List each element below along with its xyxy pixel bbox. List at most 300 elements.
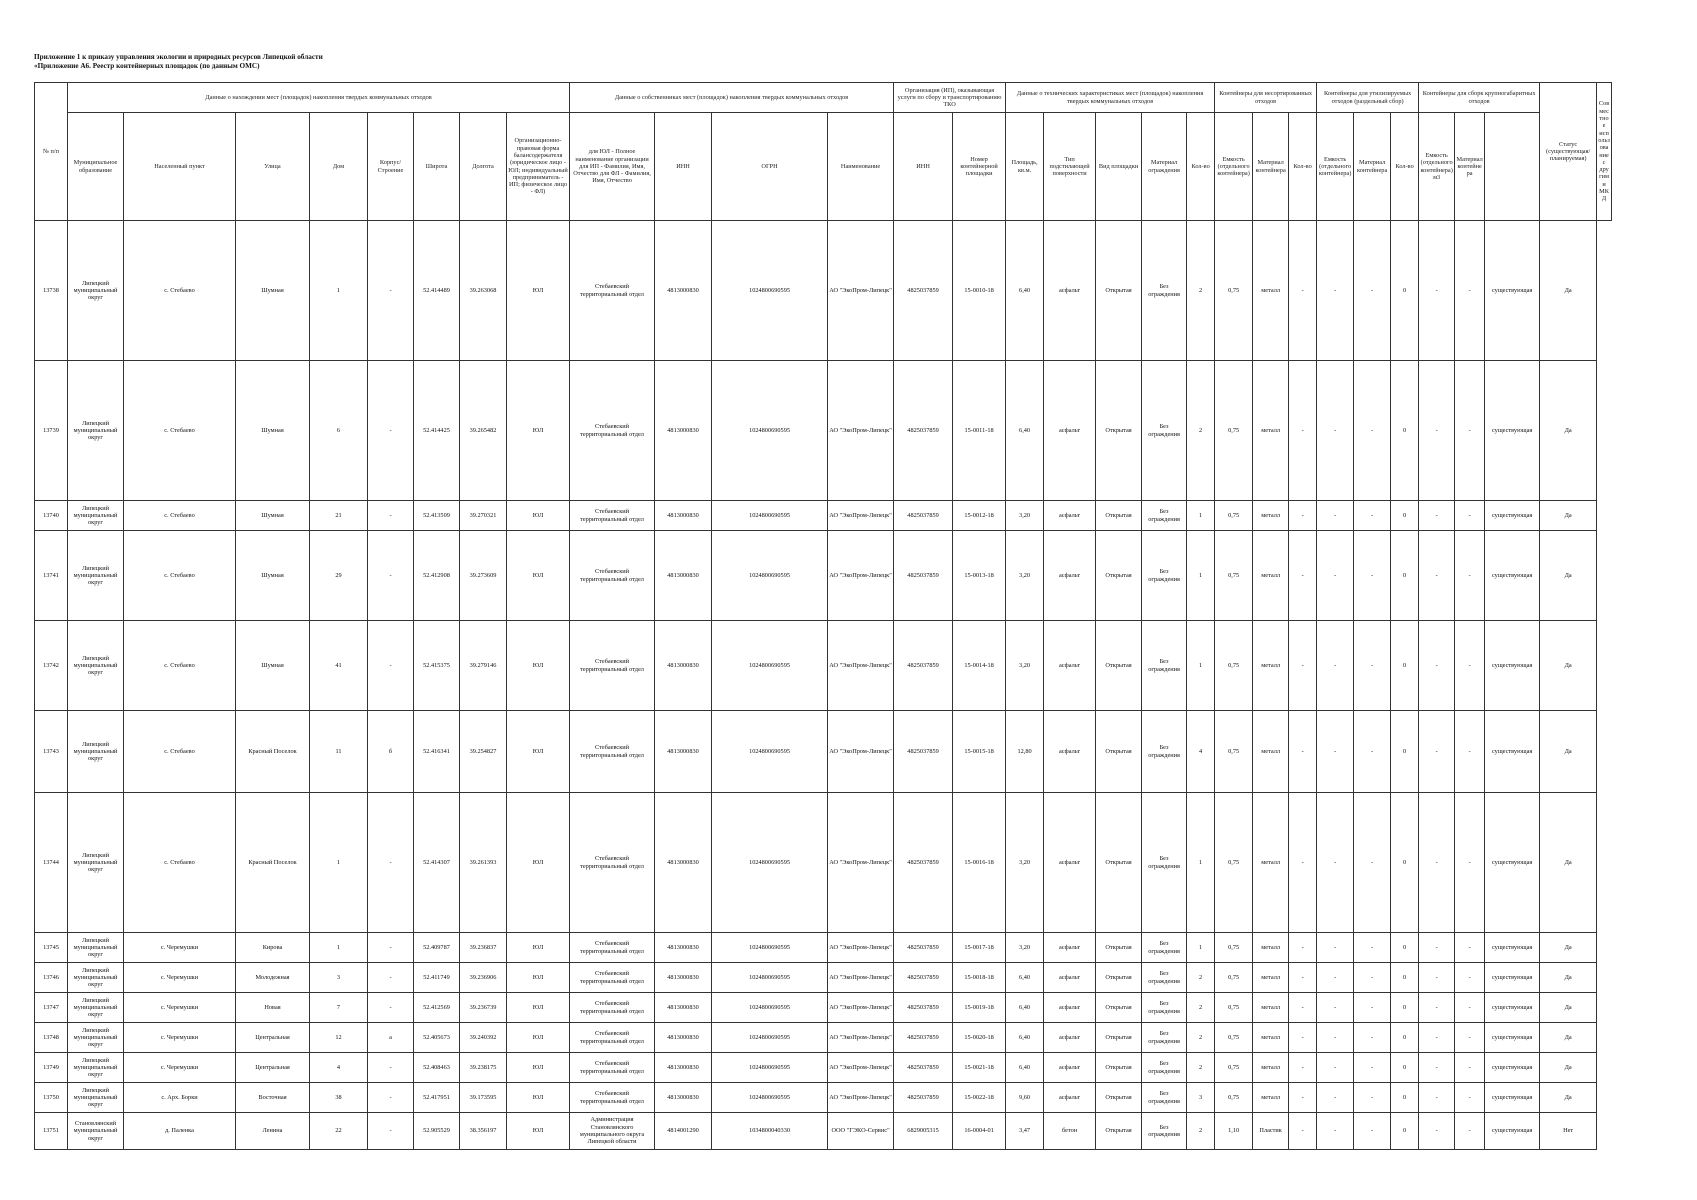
- table-row: [35, 531, 1612, 621]
- table-row: [35, 993, 1612, 1023]
- table-cell: с. Стебаево: [124, 621, 236, 711]
- header-columns-row: [35, 113, 1612, 221]
- table-cell: с. Стебаево: [124, 793, 236, 933]
- col-header-latitude: Широта: [414, 113, 460, 221]
- table-cell: 3,20: [1006, 793, 1044, 933]
- table-cell: с. Стебаево: [124, 501, 236, 531]
- table-cell: -: [1354, 1113, 1391, 1150]
- table-cell: -: [1455, 793, 1485, 933]
- group-header-recyclable: Контейнеры для утилизируемых отходов (раздельный сбор): [1317, 83, 1419, 113]
- table-cell: 6,40: [1006, 361, 1044, 501]
- table-cell: -: [1317, 1083, 1354, 1113]
- col-header-recyclable-count: Кол-во: [1289, 113, 1317, 221]
- table-cell: 4825037859: [894, 1083, 953, 1113]
- table-row: [35, 1113, 1612, 1150]
- table-cell: -: [1289, 221, 1317, 361]
- table-cell: 1: [310, 933, 368, 963]
- table-cell: Шумная: [236, 221, 310, 361]
- table-cell: 0,75: [1215, 1053, 1253, 1083]
- table-cell: -: [1419, 361, 1455, 501]
- table-cell: 0: [1391, 1053, 1419, 1083]
- table-cell: 6,40: [1006, 1023, 1044, 1053]
- table-cell: с. Черемушки: [124, 1053, 236, 1083]
- table-cell: 2: [1187, 993, 1215, 1023]
- table-cell: асфальт: [1044, 793, 1096, 933]
- table-cell: -: [1317, 933, 1354, 963]
- table-cell: существующая: [1485, 933, 1540, 963]
- table-cell: 39.279146: [460, 621, 507, 711]
- table-cell: Липецкий муниципальный округ: [68, 933, 124, 963]
- table-cell: 1024800690595: [712, 933, 828, 963]
- heading-line-2: «Приложение А6. Реестр контейнерных площадок (по данным ОМС): [34, 62, 260, 70]
- table-cell: 4825037859: [894, 793, 953, 933]
- table-cell: Администрация Становлянского муниципального округа Липецкой области: [570, 1113, 655, 1150]
- table-cell: -: [1455, 1053, 1485, 1083]
- table-cell: Открытая: [1096, 531, 1142, 621]
- table-cell: -: [1317, 993, 1354, 1023]
- table-row: [35, 621, 1612, 711]
- table-cell: 0: [1391, 501, 1419, 531]
- table-cell: существующая: [1485, 963, 1540, 993]
- table-header: [35, 83, 1612, 221]
- table-cell: Да: [1540, 933, 1597, 963]
- table-cell: Без ограждения: [1142, 1023, 1187, 1053]
- table-row: [35, 793, 1612, 933]
- table-cell: -: [368, 531, 414, 621]
- table-cell: -: [1455, 933, 1485, 963]
- table-cell: Без ограждения: [1142, 501, 1187, 531]
- table-cell: 11: [310, 711, 368, 793]
- table-cell: существующая: [1485, 711, 1540, 793]
- table-cell: 39.261393: [460, 793, 507, 933]
- table-cell: Да: [1540, 1053, 1597, 1083]
- table-cell: 0: [1391, 793, 1419, 933]
- table-cell: с. Черемушки: [124, 993, 236, 1023]
- table-cell: 15-0018-18: [953, 963, 1006, 993]
- table-cell: Без ограждения: [1142, 621, 1187, 711]
- table-cell: Липецкий муниципальный округ: [68, 1083, 124, 1113]
- table-cell: АО "ЭкоПром-Липецк": [828, 501, 894, 531]
- table-cell: -: [1354, 531, 1391, 621]
- table-cell: АО "ЭкоПром-Липецк": [828, 993, 894, 1023]
- table-cell: -: [368, 221, 414, 361]
- col-header-street: Улица: [236, 113, 310, 221]
- table-cell: Восточная: [236, 1083, 310, 1113]
- table-cell: Красный Поселок: [236, 711, 310, 793]
- table-cell: 38: [310, 1083, 368, 1113]
- table-cell: Шумная: [236, 531, 310, 621]
- table-cell: 4825037859: [894, 621, 953, 711]
- table-cell: Без ограждения: [1142, 221, 1187, 361]
- table-cell: 39.254827: [460, 711, 507, 793]
- table-row: [35, 1053, 1612, 1083]
- table-cell: 3: [310, 963, 368, 993]
- group-header-operator: Организация (ИП), оказывающая услуги по сбору и транспортированию ТКО: [894, 83, 1006, 113]
- table-cell: Стебаевский территориальный отдел: [570, 933, 655, 963]
- table-cell: 15-0015-18: [953, 711, 1006, 793]
- table-cell: существующая: [1485, 501, 1540, 531]
- table-cell: 0: [1391, 993, 1419, 1023]
- table-cell: 52.405673: [414, 1023, 460, 1053]
- table-cell: 13738: [35, 221, 68, 361]
- table-cell: Центральная: [236, 1053, 310, 1083]
- table-cell: 0: [1391, 621, 1419, 711]
- table-cell: -: [1354, 501, 1391, 531]
- table-cell: существующая: [1485, 793, 1540, 933]
- table-cell: -: [1317, 361, 1354, 501]
- table-cell: ЮЛ: [507, 933, 570, 963]
- table-cell: -: [1455, 963, 1485, 993]
- table-cell: 4813000830: [655, 963, 712, 993]
- col-header-building: Корпус/Строение: [368, 113, 414, 221]
- table-cell: Липецкий муниципальный округ: [68, 1053, 124, 1083]
- table-cell: 1034800040330: [712, 1113, 828, 1150]
- table-cell: 0,75: [1215, 993, 1253, 1023]
- header-group-row: [35, 83, 1612, 113]
- table-cell: 4813000830: [655, 361, 712, 501]
- table-cell: 0,75: [1215, 621, 1253, 711]
- table-cell: 52.409787: [414, 933, 460, 963]
- table-cell: а: [368, 1023, 414, 1053]
- table-cell: Открытая: [1096, 793, 1142, 933]
- table-cell: 15-0010-18: [953, 221, 1006, 361]
- table-cell: -: [368, 1053, 414, 1083]
- table-cell: Центральная: [236, 1023, 310, 1053]
- table-cell: 22: [310, 1113, 368, 1150]
- table-cell: Открытая: [1096, 1023, 1142, 1053]
- table-cell: 52.414489: [414, 221, 460, 361]
- table-cell: 1024800690595: [712, 501, 828, 531]
- table-cell: 52.905529: [414, 1113, 460, 1150]
- table-cell: Открытая: [1096, 361, 1142, 501]
- table-cell: Липецкий муниципальный округ: [68, 993, 124, 1023]
- table-cell: 0: [1391, 933, 1419, 963]
- table-cell: 3,20: [1006, 621, 1044, 711]
- table-cell: 1024800690595: [712, 221, 828, 361]
- table-cell: Липецкий муниципальный округ: [68, 711, 124, 793]
- table-cell: Стебаевский территориальный отдел: [570, 531, 655, 621]
- table-cell: Стебаевский территориальный отдел: [570, 1023, 655, 1053]
- col-header-operator-inn: ИНН: [894, 113, 953, 221]
- table-cell: -: [1455, 1083, 1485, 1113]
- group-header-technical: Данные о технических характеристиках мест (площадок) накопления твердых коммунальных отходов: [1006, 83, 1215, 113]
- table-cell: Да: [1540, 793, 1597, 933]
- table-cell: АО "ЭкоПром-Липецк": [828, 361, 894, 501]
- col-header-operator-name: Наименование: [828, 113, 894, 221]
- table-cell: -: [1455, 531, 1485, 621]
- table-cell: -: [1419, 221, 1455, 361]
- table-cell: -: [1354, 1083, 1391, 1113]
- table-cell: -: [1455, 621, 1485, 711]
- table-cell: Стебаевский территориальный отдел: [570, 711, 655, 793]
- col-header-bulky-capacity: Емкость (отдельного контейнера) м3: [1419, 113, 1455, 221]
- table-cell: 13744: [35, 793, 68, 933]
- table-cell: -: [1317, 1113, 1354, 1150]
- table-cell: -: [1455, 711, 1485, 793]
- table-cell: -: [1317, 221, 1354, 361]
- table-cell: 15-0016-18: [953, 793, 1006, 933]
- table-cell: 6: [310, 361, 368, 501]
- table-cell: Да: [1540, 1083, 1597, 1113]
- table-cell: существующая: [1485, 1023, 1540, 1053]
- table-cell: ЮЛ: [507, 1083, 570, 1113]
- table-cell: Без ограждения: [1142, 993, 1187, 1023]
- table-cell: металл: [1253, 621, 1289, 711]
- table-row: [35, 963, 1612, 993]
- table-cell: -: [1354, 711, 1391, 793]
- table-cell: АО "ЭкоПром-Липецк": [828, 711, 894, 793]
- table-cell: 1024800690595: [712, 361, 828, 501]
- table-cell: 4813000830: [655, 933, 712, 963]
- table-cell: 13742: [35, 621, 68, 711]
- col-header-unsorted-capacity: Емкость (отдельного контейнера): [1215, 113, 1253, 221]
- group-header-bulky: Контейнеры для сборк крупногабаритных отходов: [1419, 83, 1540, 113]
- table-cell: -: [368, 963, 414, 993]
- table-cell: 2: [1187, 221, 1215, 361]
- table-cell: 13747: [35, 993, 68, 1023]
- table-cell: -: [1289, 1083, 1317, 1113]
- table-cell: Да: [1540, 501, 1597, 531]
- table-cell: Открытая: [1096, 711, 1142, 793]
- table-cell: Стебаевский территориальный отдел: [570, 1053, 655, 1083]
- table-cell: асфальт: [1044, 621, 1096, 711]
- table-row: [35, 361, 1612, 501]
- table-cell: -: [1317, 1053, 1354, 1083]
- table-cell: 13743: [35, 711, 68, 793]
- table-cell: 52.417951: [414, 1083, 460, 1113]
- table-cell: 0,75: [1215, 1083, 1253, 1113]
- table-cell: асфальт: [1044, 711, 1096, 793]
- col-header-bulky-count: Кол-во: [1391, 113, 1419, 221]
- table-cell: Без ограждения: [1142, 1113, 1187, 1150]
- table-cell: 3,47: [1006, 1113, 1044, 1150]
- table-cell: Открытая: [1096, 963, 1142, 993]
- table-cell: -: [1317, 963, 1354, 993]
- table-cell: 4813000830: [655, 1083, 712, 1113]
- table-cell: д. Паленка: [124, 1113, 236, 1150]
- table-cell: Липецкий муниципальный округ: [68, 793, 124, 933]
- table-cell: 52.408463: [414, 1053, 460, 1083]
- table-cell: Да: [1540, 963, 1597, 993]
- table-cell: ООО "ГЭКО-Сервис": [828, 1113, 894, 1150]
- table-cell: -: [1455, 361, 1485, 501]
- table-cell: -: [1354, 221, 1391, 361]
- table-cell: 0,75: [1215, 361, 1253, 501]
- table-cell: 15-0020-18: [953, 1023, 1006, 1053]
- table-cell: металл: [1253, 221, 1289, 361]
- table-cell: 6,40: [1006, 221, 1044, 361]
- table-row: [35, 501, 1612, 531]
- table-cell: -: [1317, 1023, 1354, 1053]
- table-cell: 0,75: [1215, 531, 1253, 621]
- col-header-status: Статус (существующая/ планируемая): [1540, 83, 1597, 221]
- table-cell: Стебаевский территориальный отдел: [570, 1083, 655, 1113]
- table-cell: 0: [1391, 963, 1419, 993]
- table-cell: 3,20: [1006, 933, 1044, 963]
- table-cell: Без ограждения: [1142, 711, 1187, 793]
- table-cell: с. Стебаево: [124, 531, 236, 621]
- table-cell: -: [1317, 711, 1354, 793]
- table-cell: 52.412569: [414, 993, 460, 1023]
- table-cell: с. Черемушки: [124, 963, 236, 993]
- table-cell: 39.173595: [460, 1083, 507, 1113]
- table-cell: ЮЛ: [507, 531, 570, 621]
- col-header-shared-use: Совместное использование с другими МКД: [1597, 83, 1612, 221]
- table-cell: 9,60: [1006, 1083, 1044, 1113]
- table-cell: 12: [310, 1023, 368, 1053]
- table-cell: -: [368, 793, 414, 933]
- table-cell: 16-0004-01: [953, 1113, 1006, 1150]
- table-cell: 13741: [35, 531, 68, 621]
- table-cell: 39.236906: [460, 963, 507, 993]
- table-cell: АО "ЭкоПром-Липецк": [828, 221, 894, 361]
- table-cell: -: [1419, 793, 1455, 933]
- table-cell: 4825037859: [894, 221, 953, 361]
- table-cell: Шумная: [236, 501, 310, 531]
- table-cell: 15-0013-18: [953, 531, 1006, 621]
- table-cell: -: [1289, 1113, 1317, 1150]
- table-cell: Стебаевский территориальный отдел: [570, 361, 655, 501]
- table-cell: -: [1317, 793, 1354, 933]
- table-cell: 1,10: [1215, 1113, 1253, 1150]
- table-cell: Липецкий муниципальный округ: [68, 221, 124, 361]
- table-cell: 0: [1391, 531, 1419, 621]
- table-cell: АО "ЭкоПром-Липецк": [828, 963, 894, 993]
- table-cell: 4813000830: [655, 501, 712, 531]
- table-cell: 4813000830: [655, 531, 712, 621]
- col-header-recyclable-capacity: Емкость (отдельного контейнера): [1317, 113, 1354, 221]
- col-header-owner-inn: ИНН: [655, 113, 712, 221]
- table-cell: -: [1289, 711, 1317, 793]
- table-cell: ЮЛ: [507, 963, 570, 993]
- table-body: [35, 221, 1612, 1150]
- table-cell: 0: [1391, 1113, 1419, 1150]
- table-cell: 13745: [35, 933, 68, 963]
- table-cell: 0: [1391, 1023, 1419, 1053]
- table-cell: Стебаевский территориальный отдел: [570, 501, 655, 531]
- table-cell: Открытая: [1096, 221, 1142, 361]
- table-cell: -: [1419, 1083, 1455, 1113]
- table-cell: металл: [1253, 1023, 1289, 1053]
- table-cell: асфальт: [1044, 361, 1096, 501]
- col-header-house: Дом: [310, 113, 368, 221]
- table-cell: существующая: [1485, 1083, 1540, 1113]
- table-cell: АО "ЭкоПром-Липецк": [828, 793, 894, 933]
- table-cell: ЮЛ: [507, 711, 570, 793]
- table-cell: 7: [310, 993, 368, 1023]
- table-cell: -: [368, 1113, 414, 1150]
- table-cell: с. Арх. Борки: [124, 1083, 236, 1113]
- table-cell: 2: [1187, 1023, 1215, 1053]
- table-cell: -: [1289, 993, 1317, 1023]
- table-cell: 1024800690595: [712, 711, 828, 793]
- table-cell: -: [1317, 621, 1354, 711]
- col-header-number: № п/п: [35, 83, 68, 221]
- table-cell: 52.413509: [414, 501, 460, 531]
- table-cell: ЮЛ: [507, 993, 570, 1023]
- table-cell: 38.356197: [460, 1113, 507, 1150]
- table-cell: 6,40: [1006, 1053, 1044, 1083]
- table-cell: 1024800690595: [712, 1083, 828, 1113]
- table-cell: существующая: [1485, 993, 1540, 1023]
- table-cell: -: [1289, 531, 1317, 621]
- table-cell: 4825037859: [894, 993, 953, 1023]
- table-cell: 1024800690595: [712, 621, 828, 711]
- table-cell: 1: [1187, 531, 1215, 621]
- table-cell: 4813000830: [655, 711, 712, 793]
- table-cell: металл: [1253, 1053, 1289, 1083]
- table-cell: -: [1354, 361, 1391, 501]
- table-cell: -: [1419, 963, 1455, 993]
- table-cell: 4: [1187, 711, 1215, 793]
- table-row: [35, 221, 1612, 361]
- table-cell: 4825037859: [894, 711, 953, 793]
- table-cell: 15-0019-18: [953, 993, 1006, 1023]
- table-cell: Открытая: [1096, 993, 1142, 1023]
- table-cell: 1: [1187, 501, 1215, 531]
- table-cell: 4825037859: [894, 361, 953, 501]
- registry-table: [34, 82, 1612, 1150]
- table-cell: 15-0021-18: [953, 1053, 1006, 1083]
- table-cell: ЮЛ: [507, 1023, 570, 1053]
- table-cell: 2: [1187, 361, 1215, 501]
- table-cell: -: [1289, 621, 1317, 711]
- table-cell: -: [368, 993, 414, 1023]
- table-cell: 0: [1391, 711, 1419, 793]
- table-cell: Да: [1540, 531, 1597, 621]
- table-cell: -: [1354, 933, 1391, 963]
- table-cell: 39.238175: [460, 1053, 507, 1083]
- table-cell: Открытая: [1096, 621, 1142, 711]
- table-cell: 1: [310, 793, 368, 933]
- table-cell: 39.236837: [460, 933, 507, 963]
- table-cell: -: [1419, 711, 1455, 793]
- table-cell: Без ограждения: [1142, 933, 1187, 963]
- table-cell: 39.240392: [460, 1023, 507, 1053]
- table-cell: 52.415375: [414, 621, 460, 711]
- table-row: [35, 711, 1612, 793]
- table-cell: асфальт: [1044, 963, 1096, 993]
- table-cell: -: [1419, 1113, 1455, 1150]
- table-cell: 0,75: [1215, 221, 1253, 361]
- table-cell: 1024800690595: [712, 793, 828, 933]
- table-cell: -: [1419, 1053, 1455, 1083]
- table-cell: Без ограждения: [1142, 793, 1187, 933]
- table-cell: ЮЛ: [507, 221, 570, 361]
- table-cell: Да: [1540, 993, 1597, 1023]
- table-cell: Да: [1540, 361, 1597, 501]
- table-cell: Липецкий муниципальный округ: [68, 1023, 124, 1053]
- table-cell: 1: [1187, 621, 1215, 711]
- table-cell: -: [1455, 993, 1485, 1023]
- table-cell: 0,75: [1215, 933, 1253, 963]
- col-header-longitude: Долгота: [460, 113, 507, 221]
- table-cell: Открытая: [1096, 1053, 1142, 1083]
- table-cell: АО "ЭкоПром-Липецк": [828, 1023, 894, 1053]
- table-cell: асфальт: [1044, 501, 1096, 531]
- table-cell: асфальт: [1044, 221, 1096, 361]
- table-cell: с. Черемушки: [124, 933, 236, 963]
- table-cell: Да: [1540, 1023, 1597, 1053]
- table-cell: Открытая: [1096, 1113, 1142, 1150]
- table-cell: 0: [1391, 1083, 1419, 1113]
- table-cell: металл: [1253, 963, 1289, 993]
- table-cell: Без ограждения: [1142, 963, 1187, 993]
- table-cell: 2: [1187, 1113, 1215, 1150]
- table-cell: с. Стебаево: [124, 361, 236, 501]
- group-header-owner: Данные о собственниках мест (площадок) накопления твердых коммунальных отходов: [570, 83, 894, 113]
- table-cell: 15-0022-18: [953, 1083, 1006, 1113]
